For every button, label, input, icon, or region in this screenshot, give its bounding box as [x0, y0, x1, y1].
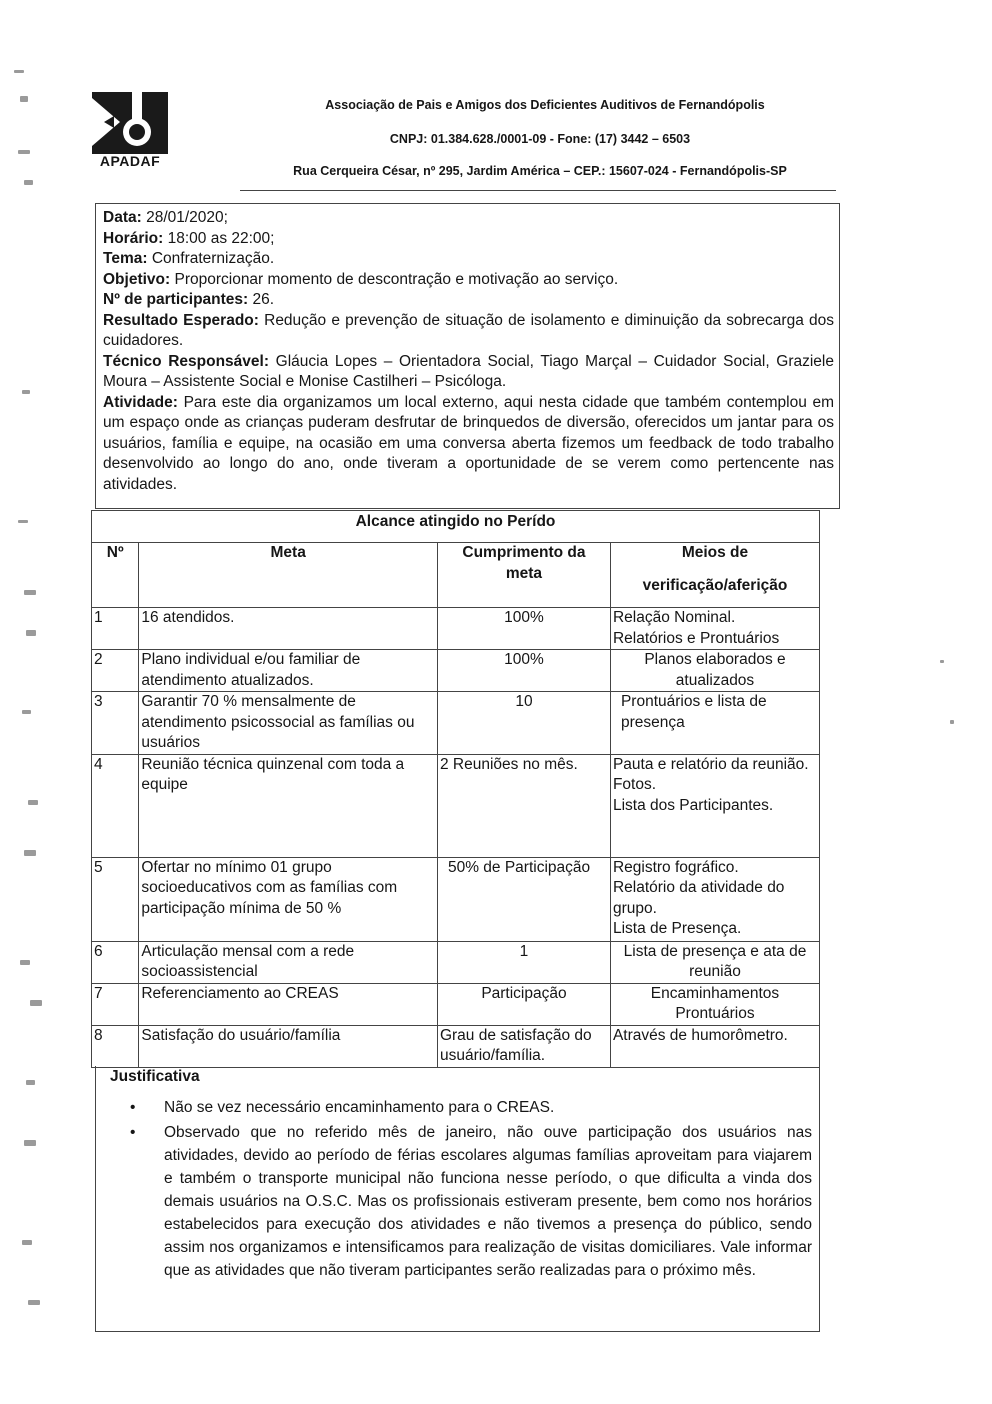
activity-value: Para este dia organizamos um local externo, aqui nesta cidade que também contemplou em um espaço onde as crianças puderam desfrutar de brinquedos de diversão, oferecidos um jantar para os usuários, família e equipe, na ocasião em uma conversa aberta fizemos um feedback de todo trabalho desenvolvido ao longo do ano, onde tiveram a oportunidade de se verem como pertencente nas atividades.	[103, 393, 834, 493]
participants-value: 26.	[248, 291, 275, 308]
table-row	[92, 754, 820, 857]
list-item	[126, 1121, 812, 1282]
objective-value: Proporcionar momento de descontração e motivação ao serviço.	[170, 270, 619, 288]
row-meios: Prontuários e lista de presença	[610, 692, 819, 755]
time-label: Horário:	[103, 229, 164, 247]
technician-label: Técnico Responsável:	[103, 352, 269, 370]
theme-line	[103, 249, 834, 270]
goals-table	[91, 510, 820, 1068]
expected-result-value: Redução e prevenção de situação de isolamento e diminuição da sobrecarga dos cuidadores.	[103, 311, 834, 349]
time-line	[103, 229, 834, 250]
row-meta: Reunião técnica quinzenal com toda a equipe	[139, 754, 438, 857]
justification-title: Justificativa	[110, 1068, 200, 1085]
objective-line	[103, 270, 834, 291]
row-meios: Através de humorômetro.	[610, 1025, 819, 1067]
header-cumprimento	[437, 543, 610, 608]
header-meios-line2: verificação/aferição	[642, 576, 788, 594]
table-row	[92, 692, 820, 755]
row-meios: Planos elaborados e atualizados	[610, 650, 819, 692]
row-meios: Registro fográfico. Relatório da atividade do grupo. Lista de Presença.	[610, 857, 819, 941]
justification-text: Observado que no referido mês de janeiro, não ouve participação dos usuários nas atividades, devido ao período de férias escolares algumas famílias aproveitam para viajarem e também o transporte municipal não funciona nesse período, o que dificulta a vinda dos demais usuários na O.S.C. Mas os profissionais estiveram presente, bem como nos horários estabelecidos para execução dos atividades e não tivemos a presença do público, sendo assim nos organizamos e intensificamos para realização de visitas domiciliares. Vale informar que as atividades que não tiveram participantes serão realizadas para o próximo mês.	[164, 1124, 812, 1279]
header-meta: Meta	[139, 543, 438, 608]
table-row	[92, 608, 820, 650]
row-cumprimento: 1	[437, 941, 610, 983]
bullet-icon: •	[130, 1124, 136, 1141]
row-num: 4	[92, 754, 139, 857]
row-meta: Garantir 70 % mensalmente de atendimento psicossocial as famílias ou usuários	[139, 692, 438, 755]
justification-box	[95, 1066, 820, 1332]
table-row	[92, 983, 820, 1025]
row-num: 6	[92, 941, 139, 983]
row-num: 1	[92, 608, 139, 650]
row-cumprimento: 100%	[437, 650, 610, 692]
row-num: 5	[92, 857, 139, 941]
bullet-icon: •	[130, 1099, 136, 1116]
row-cumprimento: 2 Reuniões no mês.	[437, 754, 610, 857]
row-meta: Satisfação do usuário/família	[139, 1025, 438, 1067]
row-meios: Encaminhamentos Prontuários	[610, 983, 819, 1025]
organization-name: Associação de Pais e Amigos dos Deficientes Auditivos de Fernandópolis	[325, 98, 765, 112]
table-header-row	[92, 543, 820, 608]
date-line	[103, 208, 834, 229]
list-item	[126, 1096, 812, 1119]
cnpj-phone: CNPJ: 01.384.628./0001-09 - Fone: (17) 3442 – 6503	[389, 132, 691, 146]
table-row	[92, 1025, 820, 1067]
time-value: 18:00 as 22:00;	[163, 229, 275, 247]
technician-line	[103, 352, 834, 393]
row-meta: Ofertar no mínimo 01 grupo socioeducativos com as famílias com participação mínima de 50 %	[139, 857, 438, 941]
table-row	[92, 650, 820, 692]
row-meta: Articulação mensal com a rede socioassistencial	[139, 941, 438, 983]
row-meta: Plano individual e/ou familiar de atendimento atualizados.	[139, 650, 438, 692]
row-cumprimento: 50% de Participação	[437, 857, 610, 941]
justification-list	[126, 1096, 812, 1284]
row-meios: Lista de presença e ata de reunião	[610, 941, 819, 983]
participants-line	[103, 290, 834, 311]
technician-value: Gláucia Lopes – Orientadora Social, Tiago Marçal – Cuidador Social, Graziele Moura – Assistente Social e Monise Castilheri – Psicóloga.	[103, 352, 834, 390]
justification-text: Não se vez necessário encaminhamento para o CREAS.	[164, 1099, 555, 1116]
date-value: 28/01/2020;	[141, 209, 228, 226]
row-cumprimento: Grau de satisfação do usuário/família.	[437, 1025, 610, 1067]
theme-value: Confraternização.	[147, 250, 275, 267]
row-cumprimento: 100%	[437, 608, 610, 650]
activity-label: Atividade:	[103, 393, 178, 411]
row-num: 8	[92, 1025, 139, 1067]
logo-caption: APADAF	[99, 153, 161, 169]
row-cumprimento: Participação	[437, 983, 610, 1025]
row-num: 3	[92, 692, 139, 755]
header-meios-line1: Meios de	[681, 544, 749, 561]
address: Rua Cerqueira César, nº 295, Jardim América – CEP.: 15607-024 - Fernandópolis-SP	[293, 164, 787, 178]
header-divider	[240, 190, 836, 191]
row-num: 7	[92, 983, 139, 1025]
row-meios: Pauta e relatório da reunião. Fotos. Lista dos Participantes.	[610, 754, 819, 857]
header-num: Nº	[92, 543, 139, 608]
header-cumprimento-line2: meta	[505, 564, 543, 582]
participants-label: Nº de participantes:	[103, 291, 249, 308]
date-label: Data:	[103, 209, 142, 226]
expected-result-label: Resultado Esperado:	[103, 311, 259, 329]
theme-label: Tema:	[103, 250, 148, 267]
activity-line	[103, 393, 834, 496]
header-meios	[610, 543, 819, 608]
objective-label: Objetivo:	[103, 270, 171, 288]
row-meta: 16 atendidos.	[139, 608, 438, 650]
expected-result-line	[103, 311, 834, 352]
event-info-box	[95, 203, 840, 509]
table-caption: Alcance atingido no Perído	[92, 511, 820, 543]
row-meta: Referenciamento ao CREAS	[139, 983, 438, 1025]
header-cumprimento-line1: Cumprimento da	[462, 544, 586, 561]
table-row	[92, 857, 820, 941]
row-meios: Relação Nominal. Relatórios e Prontuários	[610, 608, 819, 650]
row-cumprimento: 10	[437, 692, 610, 755]
row-num: 2	[92, 650, 139, 692]
table-row	[92, 941, 820, 983]
